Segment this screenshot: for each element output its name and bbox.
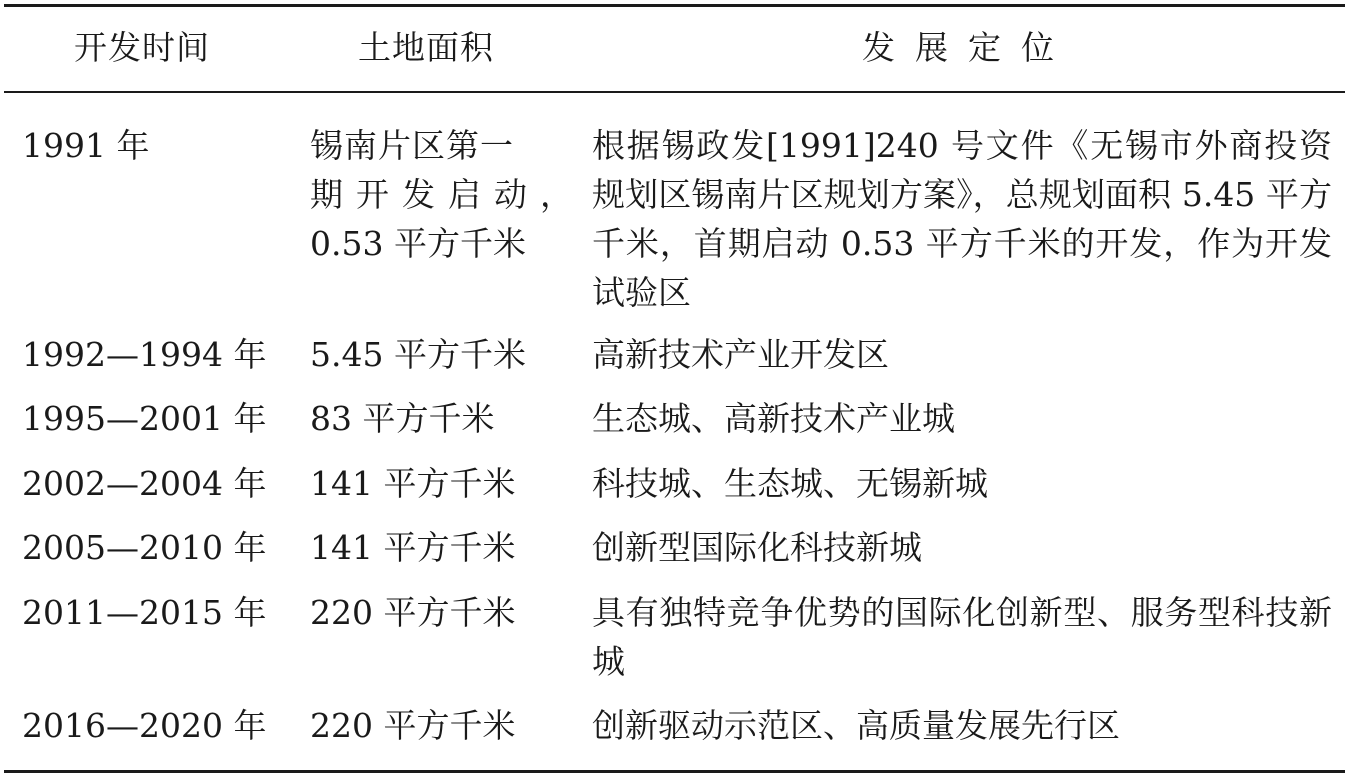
- cell-time: 2002—2004 年: [22, 464, 267, 503]
- table-header-rule: [4, 91, 1345, 93]
- cell-area: [310, 121, 586, 268]
- cell-position: 科技城、生态城、无锡新城: [592, 464, 988, 503]
- cell-area: 141 平方千米: [310, 464, 516, 503]
- cell-area: 220 平方千米: [310, 593, 516, 632]
- header-land-area: 土地面积: [358, 28, 494, 67]
- cell-area-line: 期开发启动，: [310, 175, 586, 214]
- cell-area: 83 平方千米: [310, 399, 495, 438]
- cell-time: 1995—2001 年: [22, 399, 267, 438]
- cell-position: 创新型国际化科技新城: [592, 528, 922, 567]
- cell-area: 141 平方千米: [310, 528, 516, 567]
- table-bottom-rule: [4, 770, 1345, 773]
- cell-area: 220 平方千米: [310, 706, 516, 745]
- cell-time: 2005—2010 年: [22, 528, 267, 567]
- header-dev-time: 开发时间: [74, 28, 210, 67]
- cell-time: 2011—2015 年: [22, 593, 267, 632]
- header-dev-position: 发展定位: [862, 28, 1074, 67]
- cell-time: 1991 年: [22, 126, 150, 165]
- cell-area: 5.45 平方千米: [310, 335, 526, 374]
- cell-area-line: 锡南片区第一: [310, 126, 514, 165]
- cell-time: 1992—1994 年: [22, 335, 267, 374]
- cell-position: 高新技术产业开发区: [592, 335, 889, 374]
- table-top-rule: [4, 4, 1345, 7]
- cell-position: 创新驱动示范区、高质量发展先行区: [592, 706, 1120, 745]
- cell-time: 2016—2020 年: [22, 706, 267, 745]
- cell-position: 具有独特竞争优势的国际化创新型、服务型科技新城: [592, 593, 1332, 681]
- cell-position: 根据锡政发[1991]240 号文件《无锡市外商投资规划区锡南片区规划方案》，总规划面积 5.45 平方千米，首期启动 0.53 平方千米的开发，作为开发试验区: [592, 126, 1332, 312]
- cell-position: 生态城、高新技术产业城: [592, 399, 955, 438]
- cell-area-line: 0.53 平方千米: [310, 224, 526, 263]
